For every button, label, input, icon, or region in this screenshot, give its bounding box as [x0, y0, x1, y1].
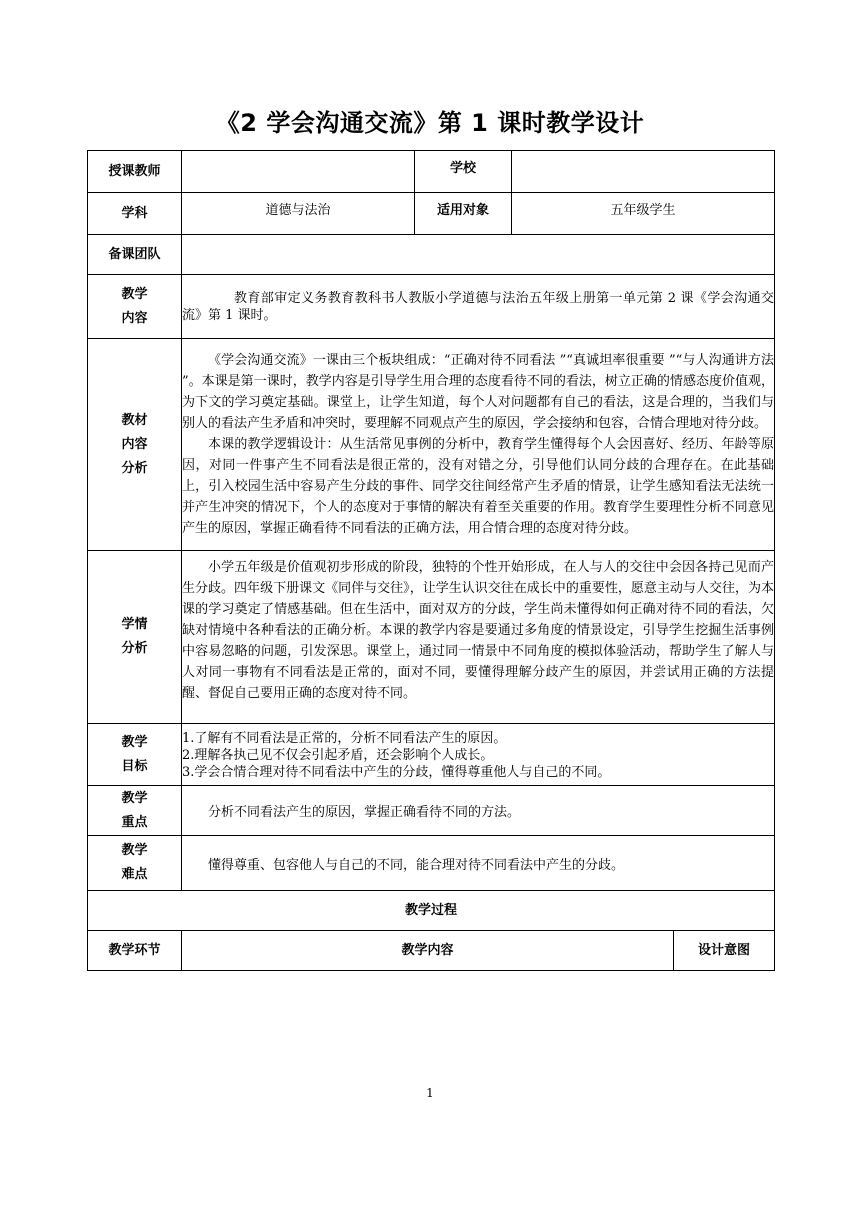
goals-cell	[182, 724, 775, 786]
material-label-line3: 分析	[121, 460, 148, 476]
team-value	[182, 235, 775, 275]
content-label	[88, 275, 182, 339]
teacher-label: 授课教师	[88, 151, 182, 193]
lesson-plan-table	[87, 150, 775, 971]
row-content	[88, 275, 775, 339]
material-label-line2: 内容	[121, 436, 148, 452]
teacher-value	[182, 151, 415, 193]
row-material	[88, 339, 775, 551]
row-process	[88, 891, 775, 931]
page-number: 1	[426, 1086, 434, 1100]
key-label-line2: 重点	[121, 814, 148, 830]
col-intent-header: 设计意图	[674, 931, 775, 971]
goal-item-3: 3.学会合情合理对待不同看法中产生的分歧，懂得尊重他人与自己的不同。	[182, 765, 611, 780]
row-process-header	[88, 931, 775, 971]
content-text-cell	[182, 275, 775, 339]
content-text: 教育部审定义务教育教科书人教版小学道德与法治五年级上册第一单元第 2 课《学会沟通交流》第 1 课时。	[182, 290, 774, 323]
difficulty-label-line2: 难点	[121, 867, 148, 882]
material-text-cell	[182, 339, 775, 551]
row-goals	[88, 724, 775, 786]
subject-value: 道德与法治	[182, 193, 415, 235]
material-label-line1: 教材	[121, 412, 148, 428]
school-value	[512, 151, 775, 193]
goal-label-line1: 教学	[121, 734, 148, 750]
key-text: 分析不同看法产生的原因，掌握正确看待不同的方法。	[182, 786, 775, 836]
team-label: 备课团队	[88, 235, 182, 275]
col-stage-header: 教学环节	[88, 931, 182, 971]
key-label	[88, 786, 182, 836]
content-label-line2: 内容	[121, 310, 148, 326]
difficulty-label	[88, 836, 182, 891]
material-paragraph-2: 本课的教学逻辑设计：从生活常见事例的分析中，教育学生懂得每个人会因喜好、经历、年龄等原因，对同一件事产生不同看法是很正常的，没有对错之分，引导他们认同分歧的合理存在。在此基础上，引入校园生活中容易产生分歧的事件、同学交往间经常产生矛盾的情景，让学生感知看法无法统一并产生冲突的情况下，个人的态度对于事情的解决有着至关重要的作用。教育学生要理性分析不同意见产生的原因，掌握正确看待不同看法的正确方法，用合情合理的态度对待分歧。	[182, 437, 774, 536]
student-label-line1: 学情	[121, 617, 148, 632]
goal-label-line2: 目标	[121, 758, 148, 774]
row-difficulties	[88, 836, 775, 891]
goal-label	[88, 724, 182, 786]
subject-label: 学科	[88, 193, 182, 235]
row-team	[88, 235, 775, 275]
student-text-cell	[182, 551, 775, 724]
document-title: 《2 学会沟通交流》第 1 课时教学设计	[215, 109, 645, 137]
process-heading: 教学过程	[88, 891, 775, 931]
material-label	[88, 339, 182, 551]
difficulty-text: 懂得尊重、包容他人与自己的不同，能合理对待不同看法中产生的分歧。	[182, 836, 775, 891]
key-label-line1: 教学	[121, 790, 148, 806]
row-teacher	[88, 151, 775, 193]
target-value: 五年级学生	[512, 193, 775, 235]
row-subject	[88, 193, 775, 235]
material-paragraph-1: 《学会沟通交流》一课由三个板块组成：“正确对待不同看法 ”“真诚坦率很重要 ”“与人沟通讲方法 ”。本课是第一课时，教学内容是引导学生用合理的态度看待不同的看法，树立正确的情感态度价值观，为下文的学习奠定基础。课堂上，让学生知道，每个人对问题都有自己的看法，这是合理的，当我们与别人的看法产生矛盾和冲突时，要理解不同观点产生的原因，学会接纳和包容，合情合理地对待分歧。	[182, 353, 774, 431]
student-label-line2: 分析	[121, 641, 148, 656]
row-student	[88, 551, 775, 724]
content-label-line1: 教学	[121, 286, 148, 302]
school-label: 学校	[415, 151, 512, 193]
goal-item-1: 1.了解有不同看法是正常的，分析不同看法产生的原因。	[182, 731, 507, 746]
difficulty-label-line1: 教学	[121, 843, 148, 858]
student-label	[88, 551, 182, 724]
row-key-points	[88, 786, 775, 836]
target-label: 适用对象	[415, 193, 512, 235]
col-content-header: 教学内容	[182, 931, 674, 971]
student-paragraph: 小学五年级是价值观初步形成的阶段，独特的个性开始形成，在人与人的交往中会因各持己见而产生分歧。四年级下册课文《同伴与交往》，让学生认识交往在成长中的重要性，愿意主动与人交往，为本课的学习奠定了情感基础。但在生活中，面对双方的分歧，学生尚未懂得如何正确对待不同的看法，欠缺对情境中各种看法的正确分析。本课的教学内容是要通过多角度的情景设定，引导学生挖掘生活事例中容易忽略的问题，引发深思。课堂上，通过同一情景中不同角度的模拟体验活动，帮助学生了解人与人对同一事物有不同看法是正常的，面对不同，要懂得理解分歧产生的原因，并尝试用正确的方法提醒、督促自己要用正确的态度对待不同。	[182, 560, 774, 701]
goal-item-2: 2.理解各执己见不仅会引起矛盾，还会影响个人成长。	[182, 748, 494, 763]
